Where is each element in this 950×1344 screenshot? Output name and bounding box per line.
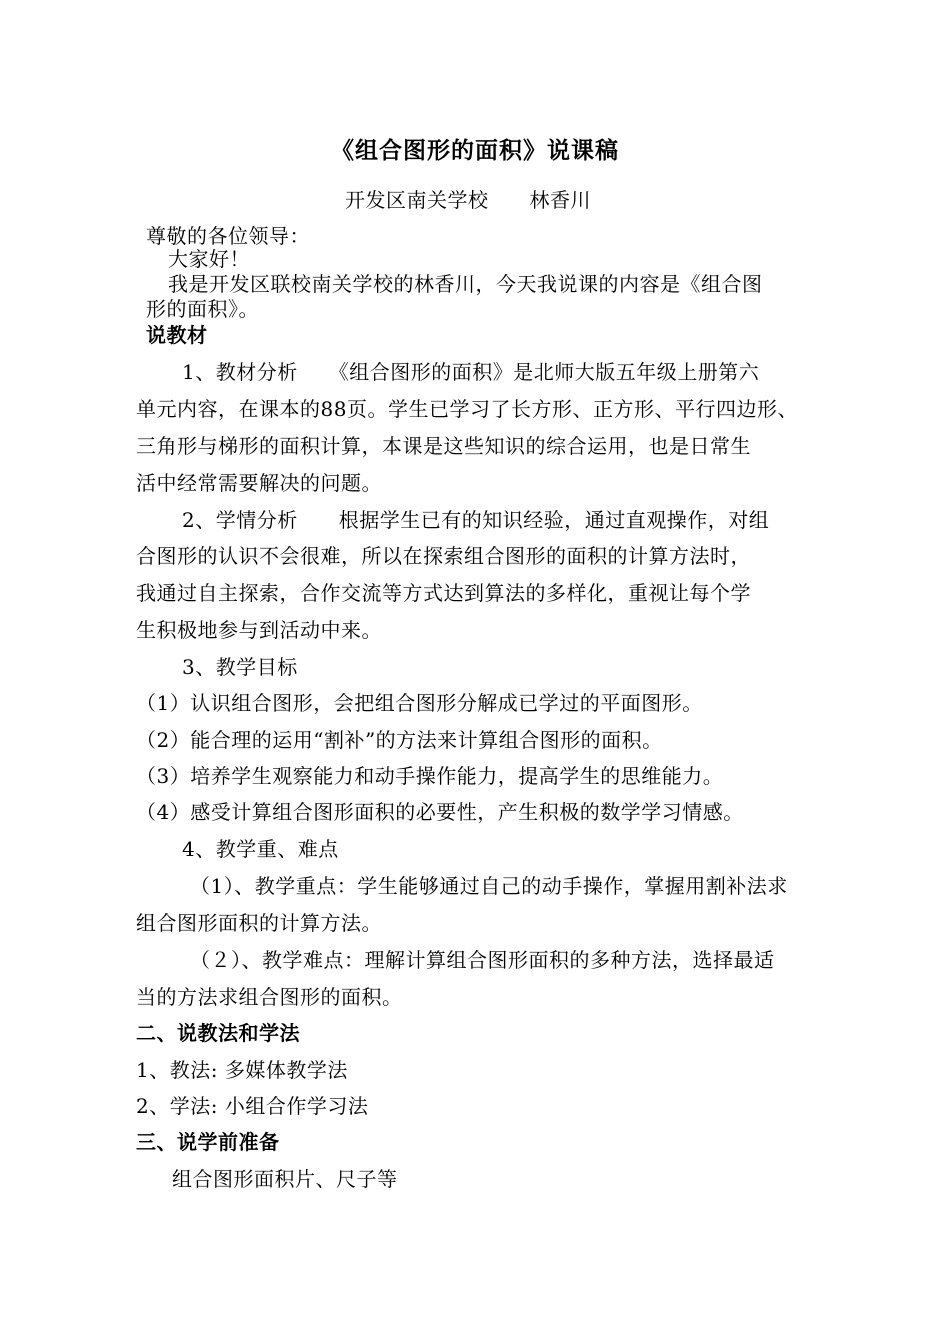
paragraph-line: 生积极地参与到活动中来。 [136, 618, 382, 642]
paragraph-line: 活中经常需要解决的问题。 [136, 471, 382, 495]
key-point-line: 当的方法求组合图形的面积。 [136, 985, 403, 1009]
goal-item: （2）能合理的运用“割补”的方法来计算组合图形的面积。 [136, 728, 663, 752]
section-heading-methods: 二、说教法和学法 [136, 1021, 300, 1045]
key-point-line: （２）、教学难点：理解计算组合图形面积的多种方法，选择最适 [190, 948, 775, 972]
paragraph-line: 单元内容，在课本的88页。学生已学习了长方形、正方形、平行四边形、 [136, 397, 798, 421]
subheading-key-points: 4、教学重、难点 [182, 837, 339, 861]
paragraph-line: 我通过自主探索，合作交流等方式达到算法的多样化，重视让每个学 [136, 581, 751, 605]
key-point-line: （1）、教学重点：学生能够通过自己的动手操作，掌握用割补法求 [190, 874, 788, 898]
method-item: 2、学法: 小组合作学习法 [136, 1094, 369, 1118]
section-heading-materials: 说教材 [146, 323, 208, 347]
key-point-line: 组合图形面积的计算方法。 [136, 911, 382, 935]
goal-item: （1）认识组合图形，会把组合图形分解成已学过的平面图形。 [136, 691, 703, 715]
paragraph-line: 三角形与梯形的面积计算，本课是这些知识的综合运用，也是日常生 [136, 434, 751, 458]
section-heading-preparation: 三、说学前准备 [136, 1130, 280, 1154]
preparation-text: 组合图形面积片、尺子等 [172, 1167, 398, 1191]
intro-line-1: 我是开发区联校南关学校的林香川，今天我说课的内容是《组合图 [168, 272, 763, 296]
document-title: 《组合图形的面积》说课稿 [331, 137, 619, 164]
subheading-teaching-goals: 3、教学目标 [182, 655, 298, 679]
paragraph-line: 合图形的认识不会很难，所以在探索组合图形的面积的计算方法时， [136, 544, 751, 568]
hello: 大家好！ [168, 247, 250, 271]
intro-line-2: 形的面积》。 [146, 297, 259, 321]
author-line: 开发区南关学校 林香川 [345, 188, 591, 212]
paragraph-line: 1、教材分析 《组合图形的面积》是北师大版五年级上册第六 [182, 360, 760, 384]
goal-item: （4）感受计算组合图形面积的必要性，产生积极的数学学习情感。 [136, 800, 744, 824]
greeting: 尊敬的各位领导： [146, 224, 310, 248]
method-item: 1、教法: 多媒体教学法 [136, 1058, 348, 1082]
goal-item: （3）培养学生观察能力和动手操作能力，提高学生的思维能力。 [136, 764, 724, 788]
paragraph-line: 2、学情分析 根据学生已有的知识经验，通过直观操作，对组 [182, 508, 770, 532]
